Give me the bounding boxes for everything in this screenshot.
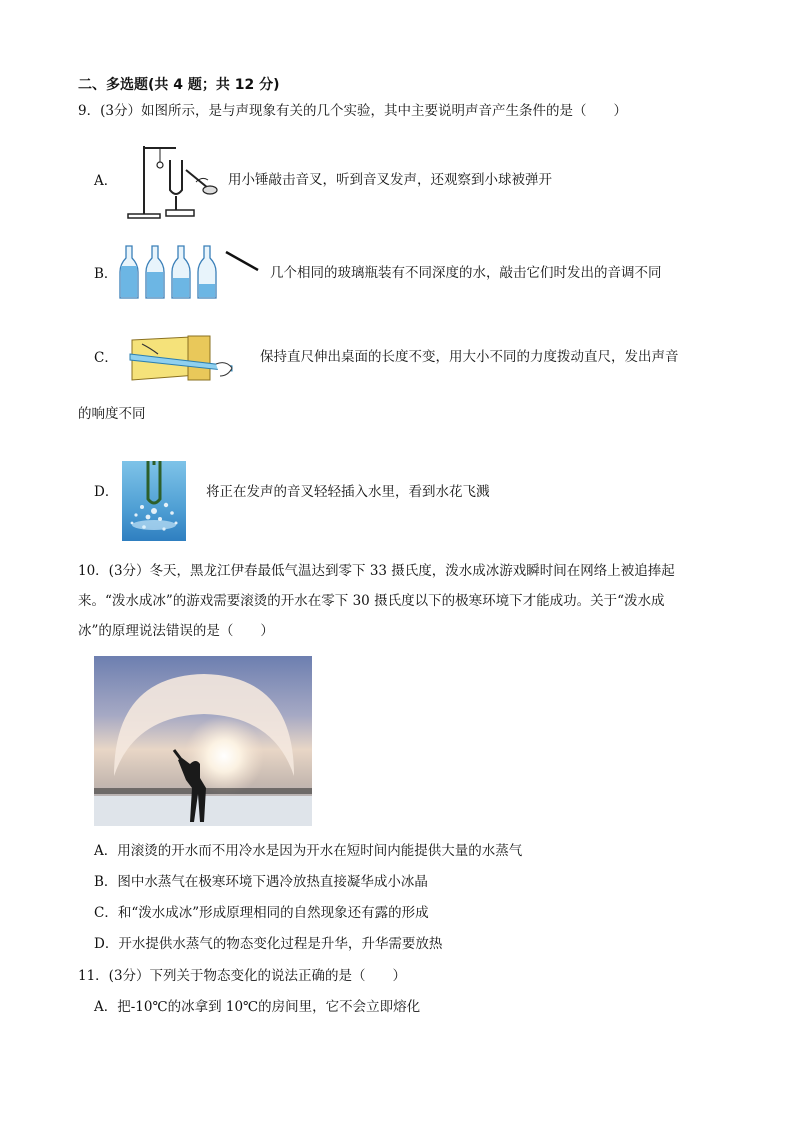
option-10c-text: 和“泼水成冰”形成原理相同的自然现象还有露的形成 [117,905,429,921]
option-9c-label: C． [94,350,118,366]
option-10d [94,935,442,953]
option-10a [94,842,522,860]
option-11a-label: A． [94,999,118,1015]
option-10b-text: 图中水蒸气在极寒环境下遇冷放热直接凝华成小冰晶 [117,874,428,890]
option-10b-label: B． [94,874,118,890]
option-9a-text: 用小锤敲击音叉，听到音叉发声，还观察到小球被弹开 [228,172,552,188]
option-10d-text: 开水提供水蒸气的物态变化过程是升华，升华需要放热 [118,936,443,952]
question-9-stem: 9．(3分）如图所示，是与声现象有关的几个实验，其中主要说明声音产生条件的是（ ） [78,103,627,119]
tuning-fork-water-figure [122,461,186,541]
option-10a-label: A． [94,843,118,859]
splash-water-ice-photo [94,656,312,826]
option-9b-label: B． [94,266,118,282]
water-bottles-figure [118,244,262,302]
option-9d-text: 将正在发声的音叉轻轻插入水里，看到水花飞溅 [206,484,490,500]
tuning-fork-ball-figure [126,140,222,220]
question-10-stem-line-1: 10．(3分）冬天，黑龙江伊春最低气温达到零下 33 摄氏度，泼水成冰游戏瞬时间在网络上被追捧起 [78,563,675,579]
ruler-desk-figure [128,334,238,384]
option-9d-label: D． [94,484,119,500]
section-title: 二、多选题(共 4 题；共 12 分) [78,77,280,93]
question-11-stem: 11．(3分）下列关于物态变化的说法正确的是（ ） [78,968,407,984]
option-10c-label: C． [94,905,118,921]
option-10b [94,873,428,891]
option-9b-text: 几个相同的玻璃瓶装有不同深度的水，敲击它们时发出的音调不同 [270,265,662,281]
option-11a-text: 把-10℃的冰拿到 10℃的房间里，它不会立即熔化 [117,999,421,1015]
question-10-stem-line-3: 冰”的原理说法错误的是（ ） [78,623,274,639]
option-11a [94,998,420,1016]
question-10-stem-line-2: 来。“泼水成冰”的游戏需要滚烫的开水在零下 30 摄氏度以下的极寒环境下才能成功。关于“泼水成 [78,593,665,609]
option-9a-label: A． [94,173,118,189]
option-10d-label: D． [94,936,119,952]
option-10a-text: 用滚烫的开水而不用冷水是因为开水在短时间内能提供大量的水蒸气 [117,843,523,859]
option-10c [94,904,429,922]
option-9c-text-continued: 的响度不同 [78,406,146,422]
option-9c-text: 保持直尺伸出桌面的长度不变，用大小不同的力度拨动直尺，发出声音 [260,349,679,365]
